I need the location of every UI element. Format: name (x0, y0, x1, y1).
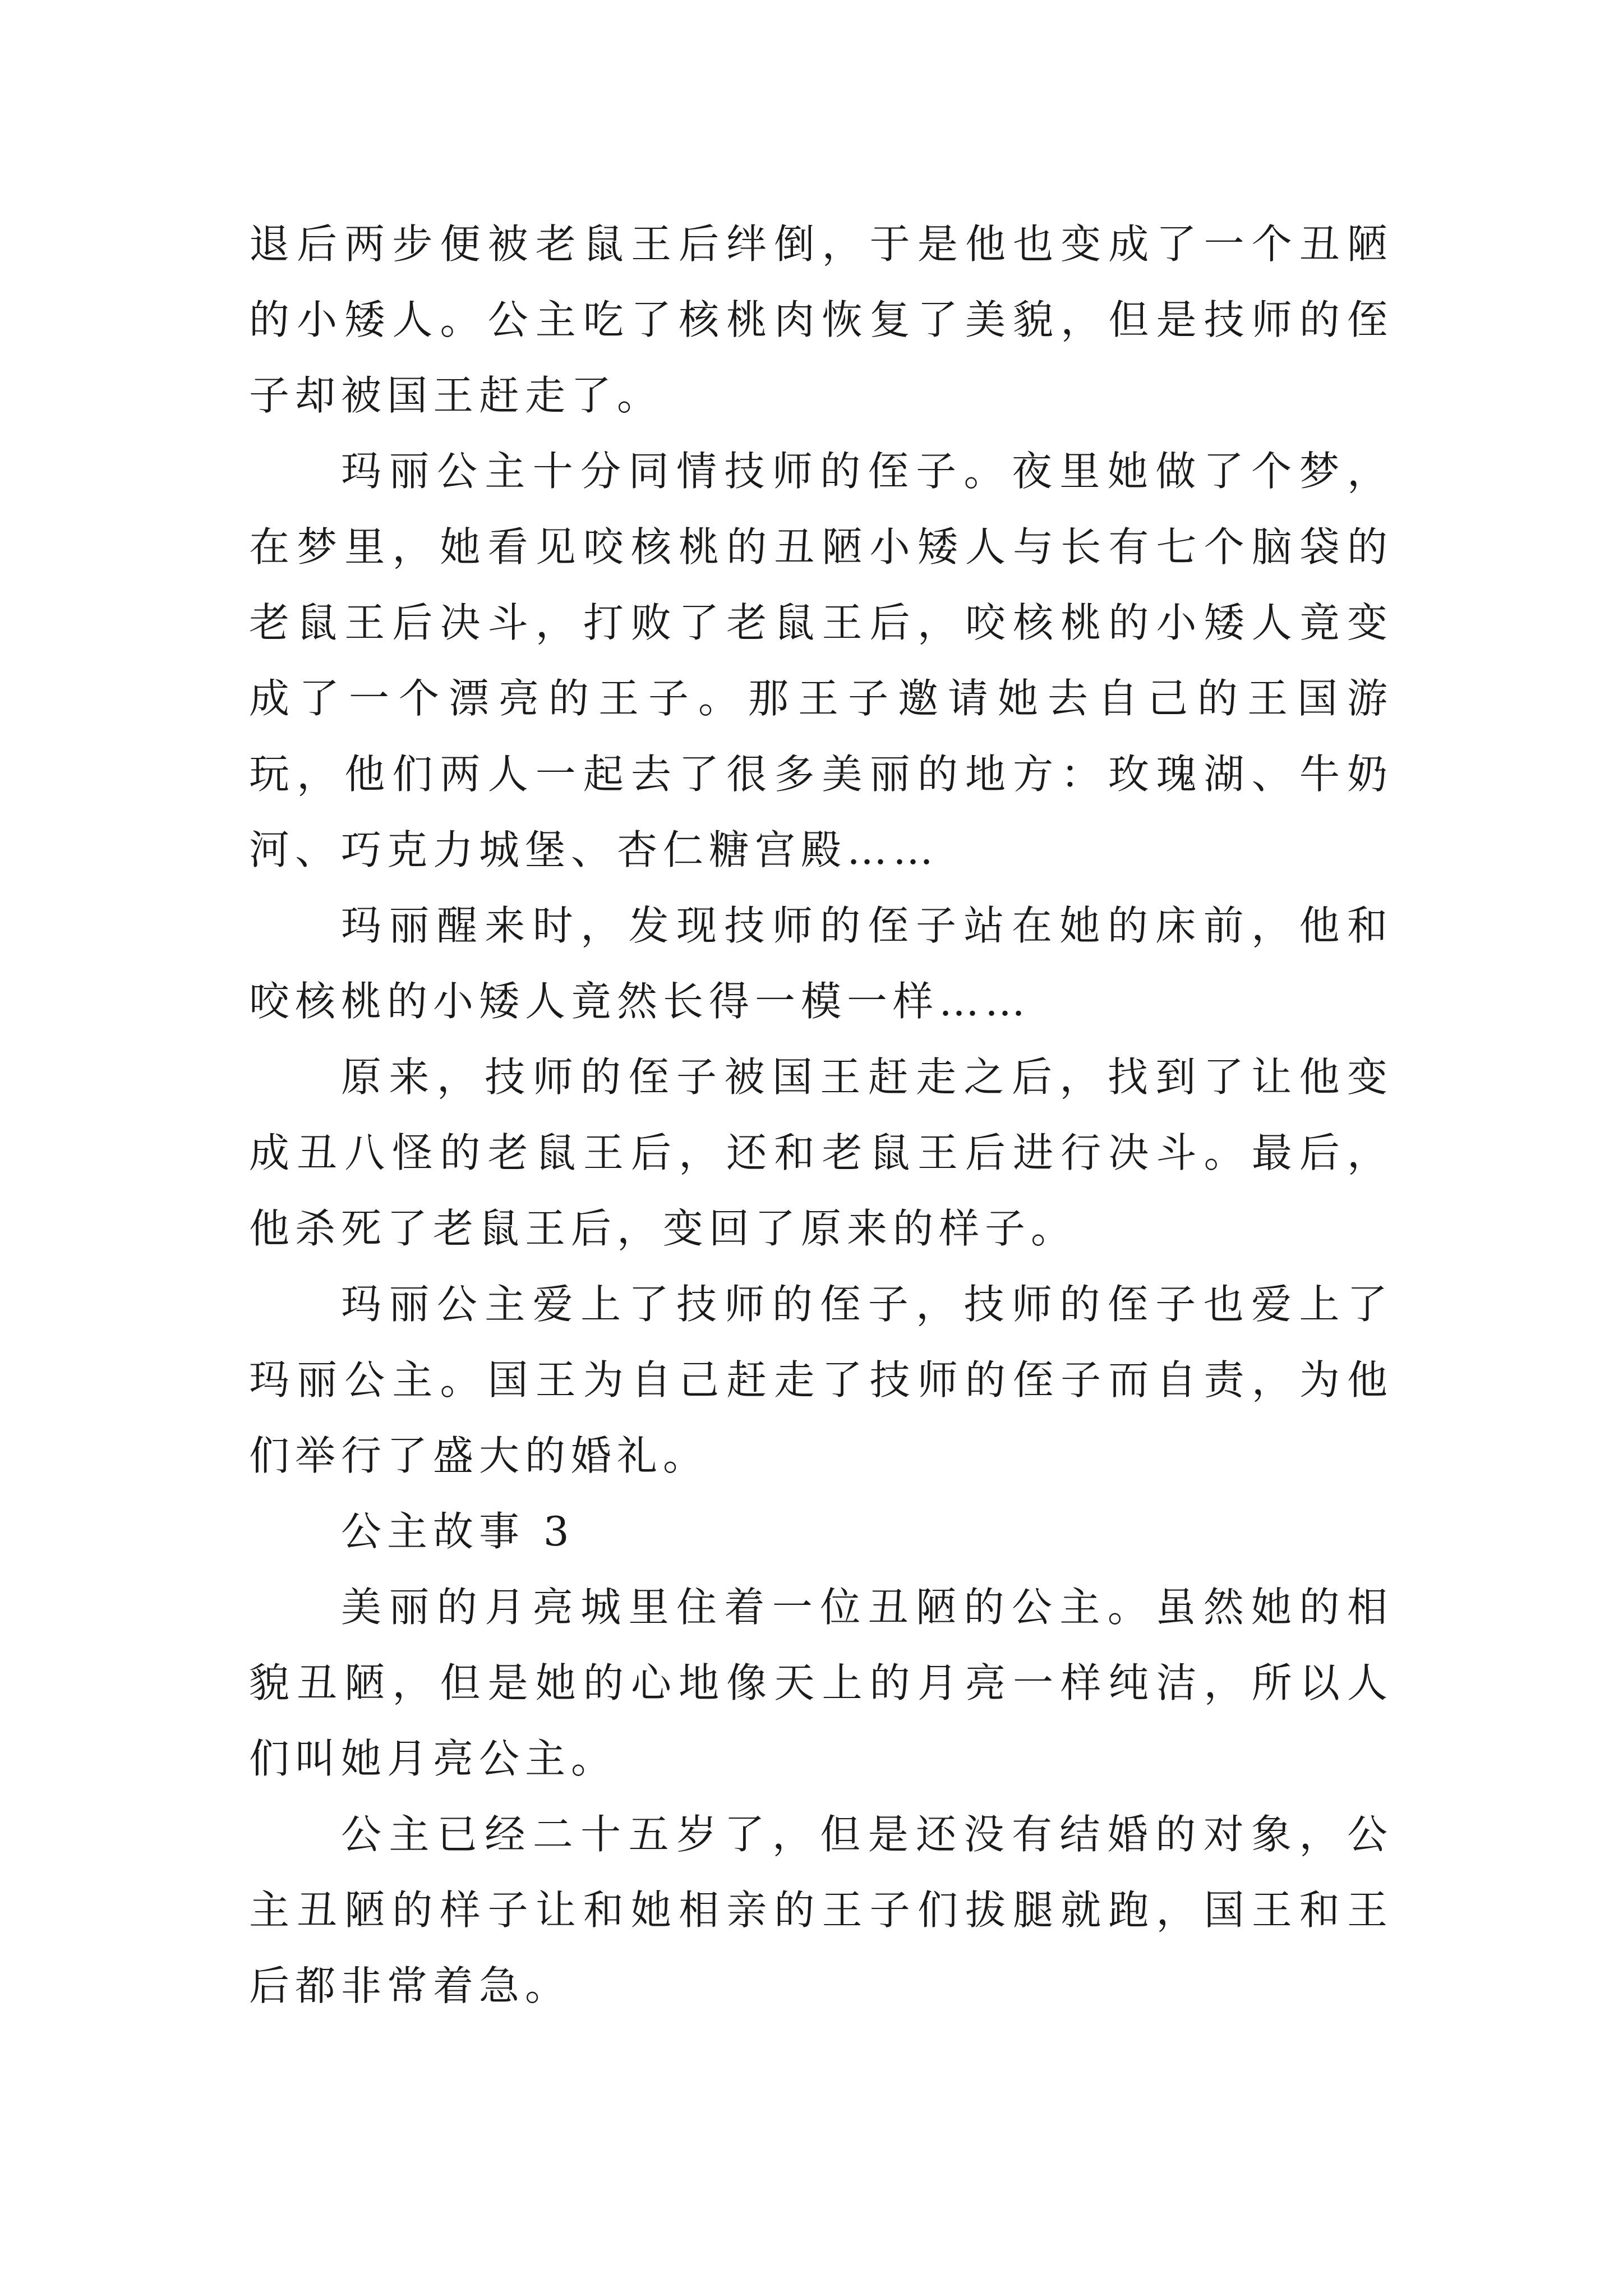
document-body (249, 206, 1393, 2024)
paragraph-4: 原来，技师的侄子被国王赶走之后，找到了让他变成丑八怪的老鼠王后，还和老鼠王后进行决斗。最后，他杀死了老鼠王后，变回了原来的样子。 (249, 1053, 1393, 1252)
paragraph-2: 玛丽公主十分同情技师的侄子。夜里她做了个梦，在梦里，她看见咬核桃的丑陋小矮人与长有七个脑袋的老鼠王后决斗，打败了老鼠王后，咬核桃的小矮人竟变成了一个漂亮的王子。那王子邀请她去自己的王国游玩，他们两人一起去了很多美丽的地方：玫瑰湖、牛奶河、巧克力城堡、杏仁糖宫殿…… (249, 448, 1393, 873)
paragraph-1: 退后两步便被老鼠王后绊倒，于是他也变成了一个丑陋的小矮人。公主吃了核桃肉恢复了美貌，但是技师的侄子却被国王赶走了。 (249, 220, 1393, 419)
paragraph-6: 美丽的月亮城里住着一位丑陋的公主。虽然她的相貌丑陋，但是她的心地像天上的月亮一样纯洁，所以人们叫她月亮公主。 (249, 1584, 1393, 1782)
section-heading: 公主故事 3 (341, 1508, 575, 1555)
paragraph-3: 玛丽醒来时，发现技师的侄子站在她的床前，他和咬核桃的小矮人竟然长得一模一样…… (249, 902, 1393, 1025)
paragraph-5: 玛丽公主爱上了技师的侄子，技师的侄子也爱上了玛丽公主。国王为自己赶走了技师的侄子而自责，为他们举行了盛大的婚礼。 (249, 1281, 1393, 1479)
paragraph-7: 公主已经二十五岁了，但是还没有结婚的对象，公主丑陋的样子让和她相亲的王子们拔腿就跑，国王和王后都非常着急。 (249, 1811, 1393, 2009)
